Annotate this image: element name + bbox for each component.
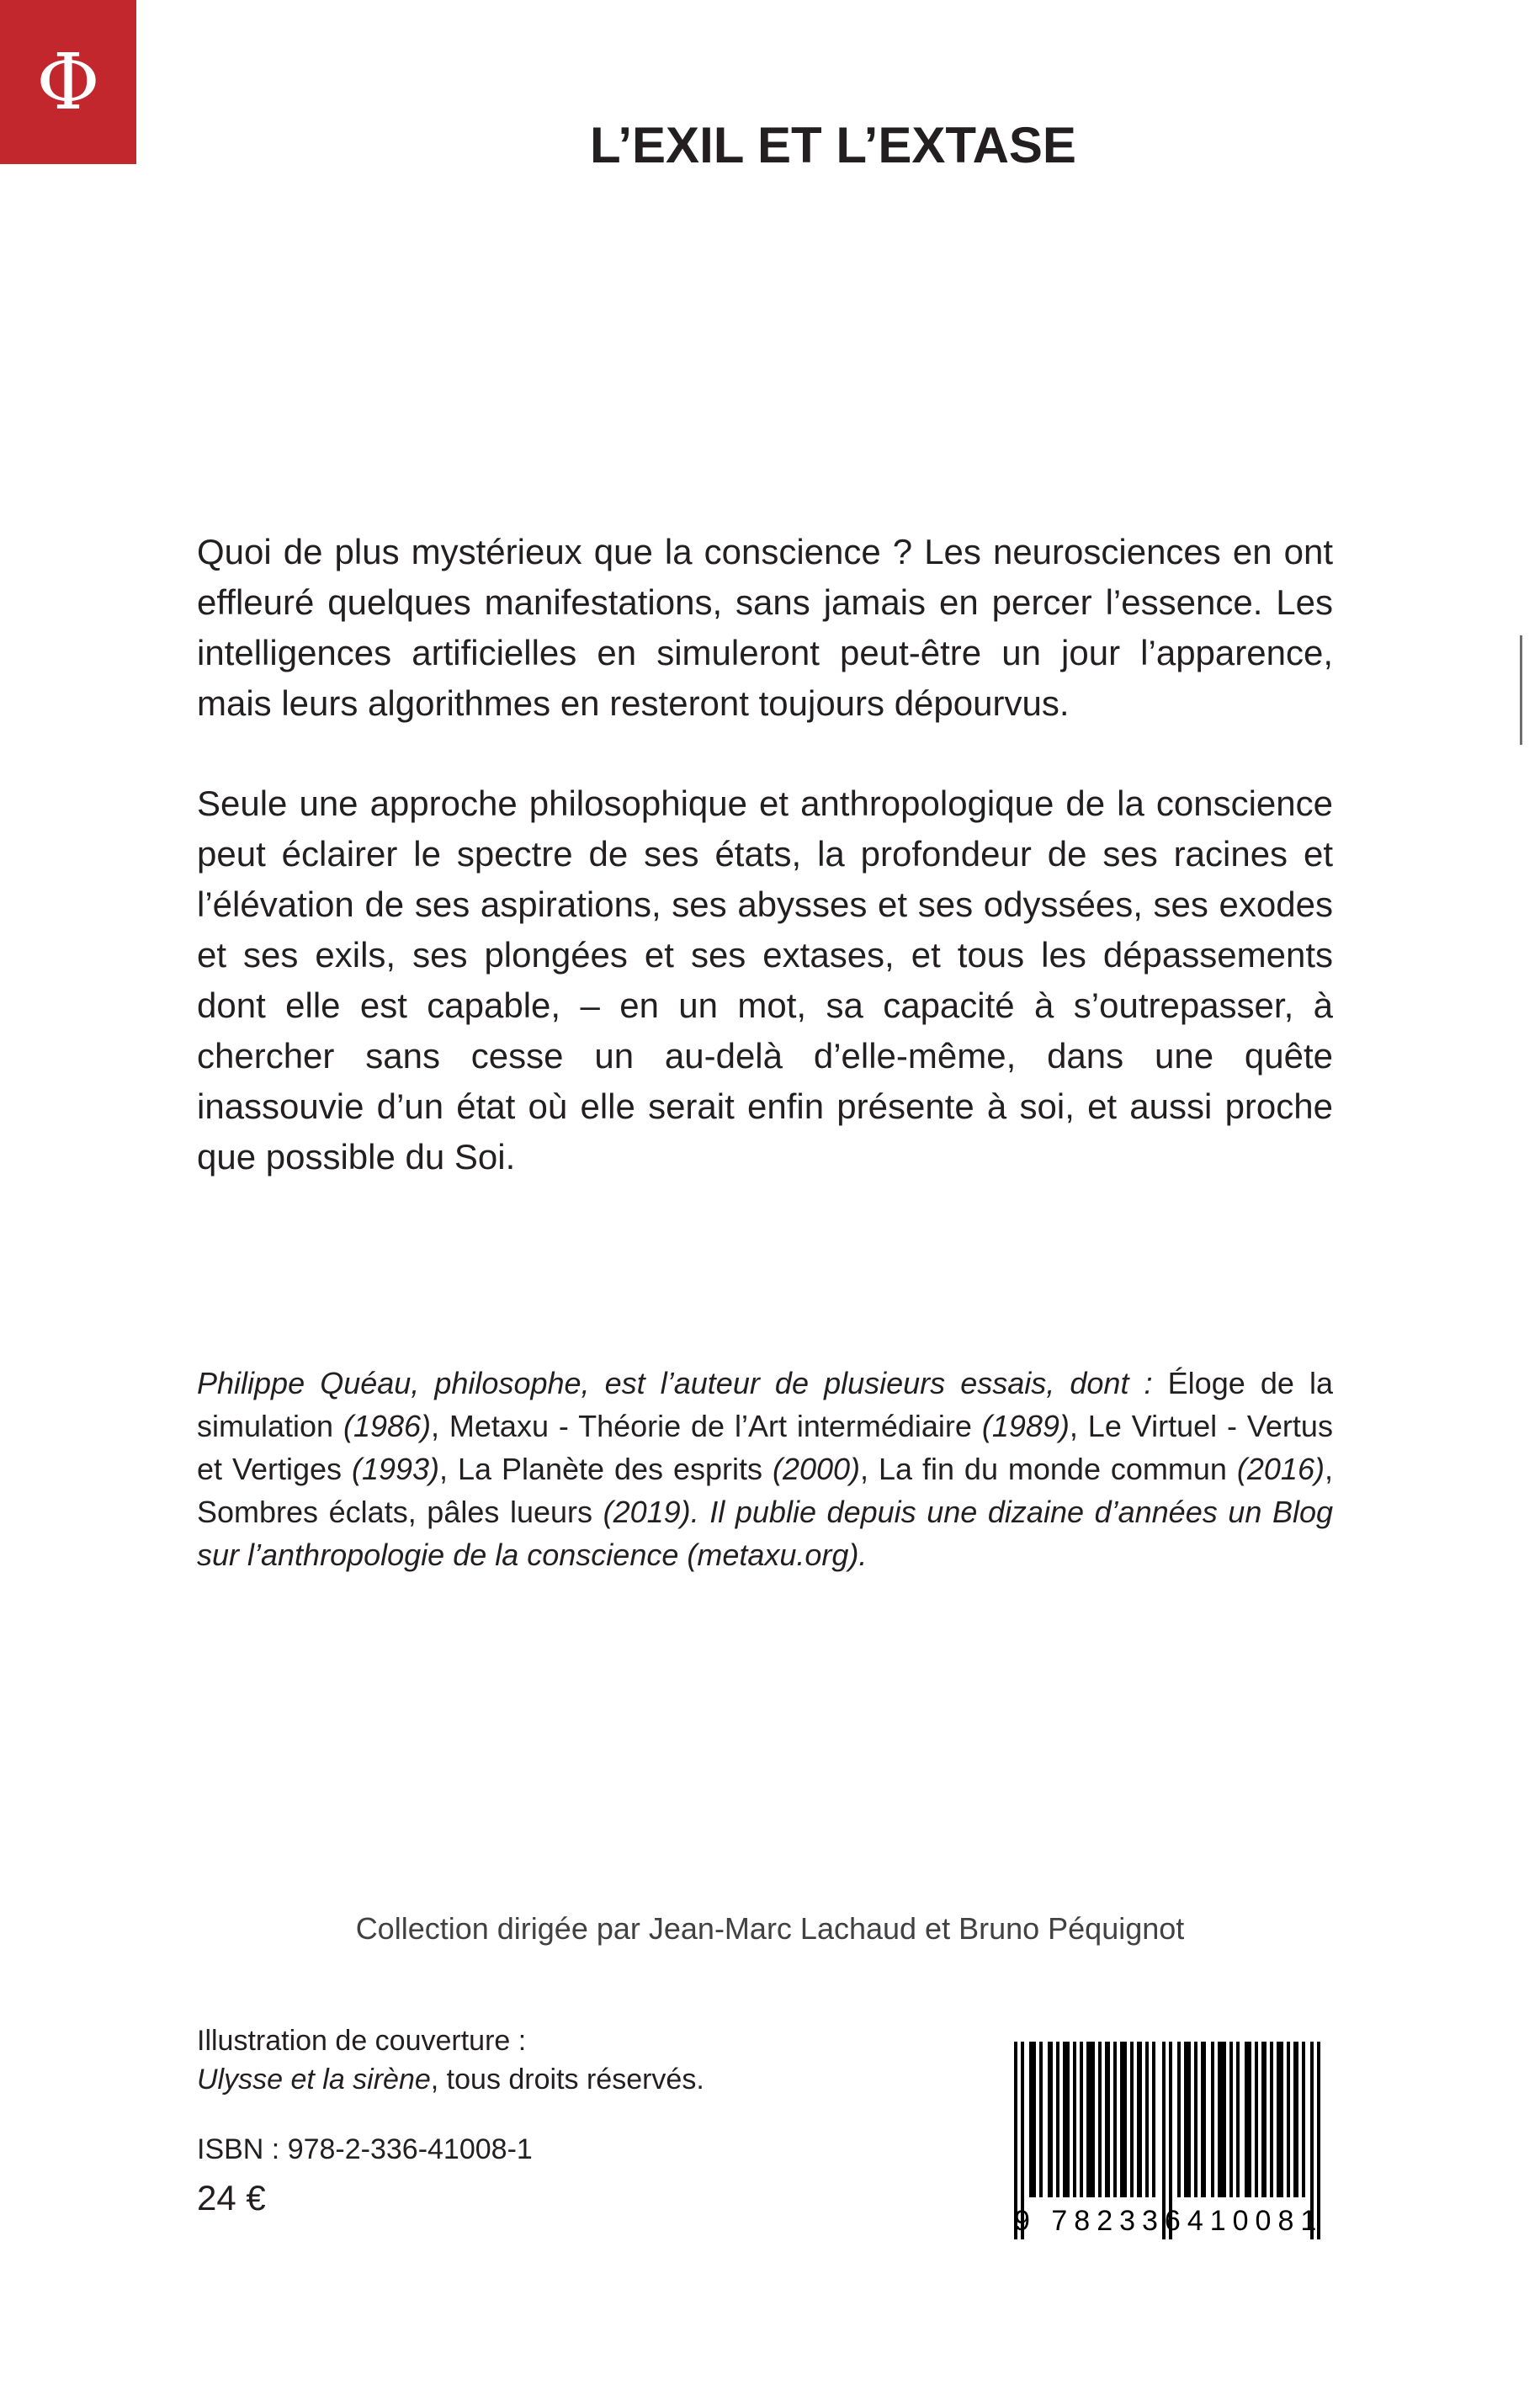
cover-rights: , tous droits réservés. xyxy=(430,2064,704,2096)
isbn: ISBN : 978-2-336-41008-1 xyxy=(197,2133,533,2165)
bio-outro: . Il publie depuis une dizaine d’années un Blog sur l’anthropologie de la conscience (metaxu.org). xyxy=(197,1495,1334,1572)
work-title: La fin du monde commun xyxy=(878,1452,1227,1486)
cover-credit-line xyxy=(197,2060,704,2099)
cover-work-title: Ulysse et la sirène xyxy=(197,2064,431,2096)
work-year: (1986) xyxy=(333,1409,432,1443)
work-year: (2000) xyxy=(762,1452,861,1486)
work-year: (2019) xyxy=(592,1495,691,1529)
cover-credit-label: Illustration de couverture : xyxy=(197,2025,527,2057)
phi-logo-icon: Φ xyxy=(36,36,100,127)
book-title: L’EXIL ET L’EXTASE xyxy=(590,117,1076,173)
work-title: Le Virtuel - Vertus et Vertiges xyxy=(197,1409,1333,1486)
blurb-paragraph-1: Quoi de plus mystérieux que la conscience ? Les neurosciences en ont effleuré quelques manifestations, sans jamais en percer l’essence. Les intelligences artificielles en simuleront peut-être un jour l’apparence, mais leurs algorithmes en resteront toujours dépourvus. xyxy=(197,532,1333,723)
collection-credit: Collection dirigée par Jean-Marc Lachaud et Bruno Péquignot xyxy=(355,1911,1185,1946)
price: 24 € xyxy=(197,2178,266,2218)
work-title: Sombres éclats, pâles lueurs xyxy=(197,1495,593,1529)
work-year: (1993) xyxy=(342,1452,440,1486)
blurb-paragraph-2: Seule une approche philosophique et anthropologique de la conscience peut éclairer le spectre de ses états, la profondeur de ses racines et l’élévation de ses aspirations, ses abysses et ses odyssées, ses exodes et ses exils, ses plongées et ses extases, et tous les dépassements dont elle est capable, – en un mot, sa capacité à s’outrepasser, à chercher sans cesse un au-delà d’elle-même, dans une quête inassouvie d’un état où elle serait enfin présente à soi, et aussi proche que possible du Soi. xyxy=(197,783,1333,1177)
barcode-first-digit: 9 xyxy=(1014,2205,1037,2237)
barcode-digits xyxy=(1014,2205,1338,2238)
work-title: La Planète des esprits xyxy=(458,1452,763,1486)
work-title: Éloge de la simulation xyxy=(197,1366,1333,1443)
spine-mark xyxy=(1520,635,1522,745)
cover-credit xyxy=(197,2021,704,2099)
work-year: (2016) xyxy=(1226,1452,1325,1486)
work-year: (1989) xyxy=(971,1409,1070,1443)
work-title: Metaxu - Théorie de l’Art intermédiaire xyxy=(449,1409,972,1443)
barcode-number: 782336410081 xyxy=(1051,2205,1324,2237)
author-name: Philippe Quéau xyxy=(197,1366,412,1400)
author-bio: Philippe Quéau, philosophe, est l’auteur de plusieurs essais, dont : Éloge de la simulation (1986), Metaxu - Théorie de l’Art intermédiaire (1989), Le Virtuel - Vertus et Vertiges (1993), La Planète des esprits (2000), La fin du monde commun (2016), Sombres éclats, pâles lueurs (2019). Il publie depuis une dizaine d’années un Blog sur l’anthropologie de la conscience (metaxu.org). xyxy=(197,1366,1334,1572)
bio-intro: , philosophe, est l’auteur de plusieurs essais, dont : xyxy=(411,1366,1168,1400)
